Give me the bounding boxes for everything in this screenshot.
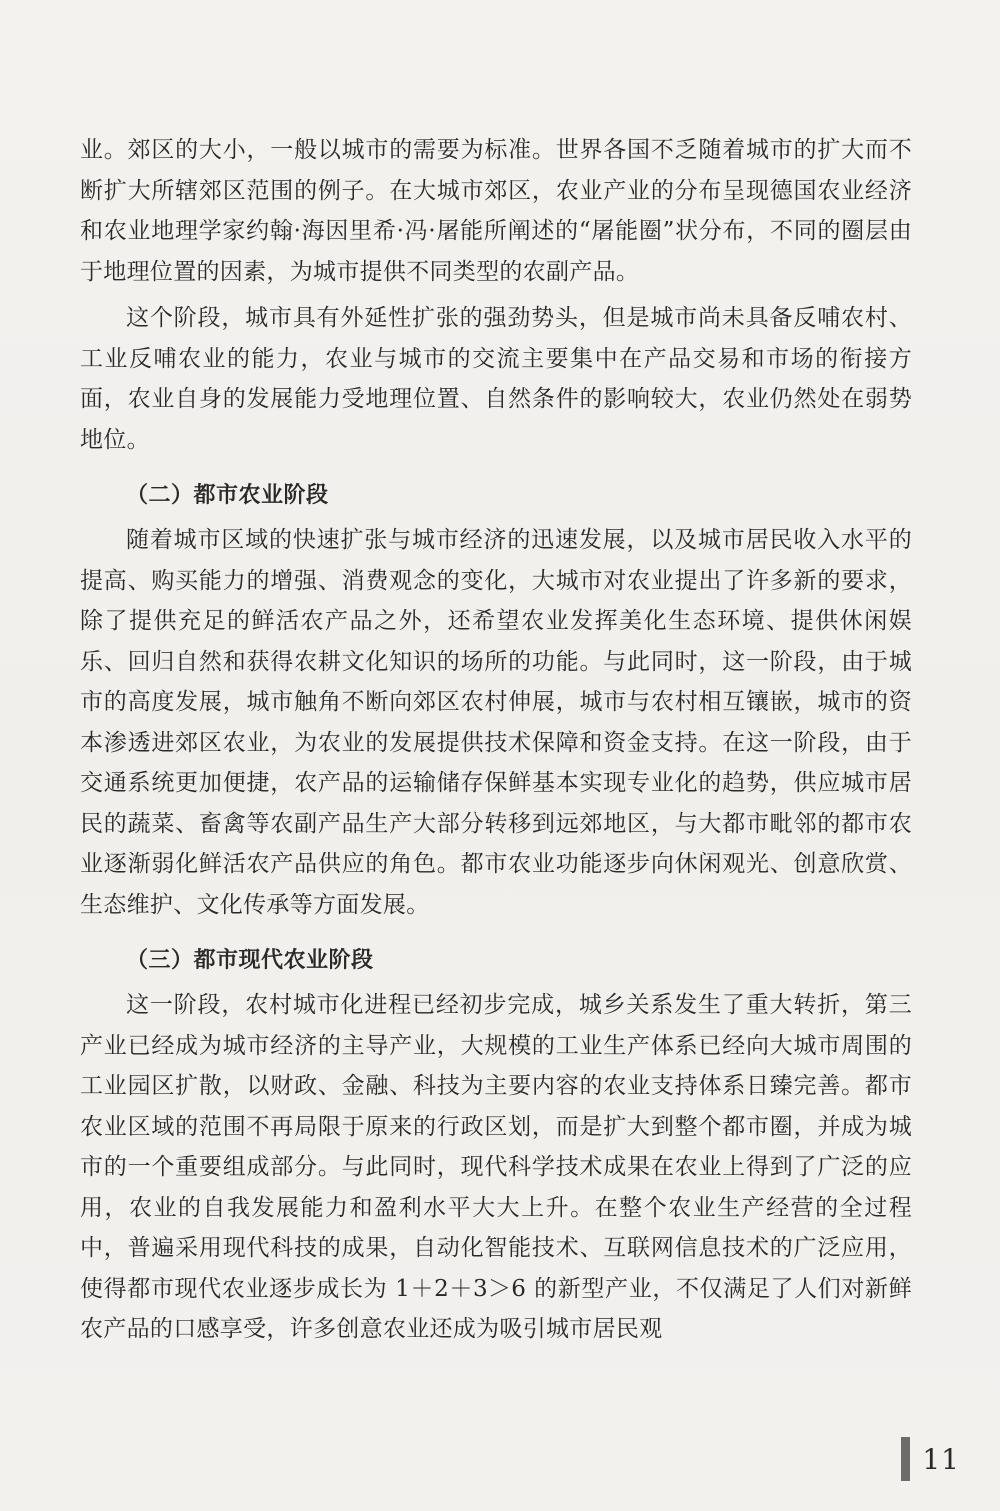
section-heading-urban-agriculture: （二）都市农业阶段 (126, 482, 329, 508)
paragraph-urban-agriculture: 随着城市区域的快速扩张与城市经济的迅速发展，以及城市居民收入水平的提高、购买能力的增强、消费观念的变化，大城市对农业提出了许多新的要求，除了提供充足的鲜活农产品之外，还希望农业发挥美化生态环境、提供休闲娱乐、回归自然和获得农耕文化知识的场所的功能。与此同时，这一阶段，由于城市的高度发展，城市触角不断向郊区农村伸展，城市与农村相互镶嵌，城市的资本渗透进郊区农业，为农业的发展提供技术保障和资金支持。在这一阶段，由于交通系统更加便捷，农产品的运输储存保鲜基本实现专业化的趋势，供应城市居民的蔬菜、畜禽等农副产品生产大部分转移到远郊地区，与大都市毗邻的都市农业逐渐弱化鲜活农产品供应的角色。都市农业功能逐步向休闲观光、创意欣赏、生态维护、文化传承等方面发展。 (80, 527, 912, 918)
paragraph-stage-summary: 这个阶段，城市具有外延性扩张的强劲势头，但是城市尚未具备反哺农村、工业反哺农业的能力，农业与城市的交流主要集中在产品交易和市场的衔接方面，农业自身的发展能力受地理位置、自然条件的影响较大，农业仍然处在弱势地位。 (80, 305, 912, 453)
paragraph-continuation: 业。郊区的大小，一般以城市的需要为标准。世界各国不乏随着城市的扩大而不断扩大所辖郊区范围的例子。在大城市郊区，农业产业的分布呈现德国农业经济和农业地理学家约翰·海因里希·冯·屠能所阐述的“屠能圈”状分布，不同的圈层由于地理位置的因素，为城市提供不同类型的农副产品。 (80, 137, 912, 285)
paragraph-modern-urban-agriculture: 这一阶段，农村城市化进程已经初步完成，城乡关系发生了重大转折，第三产业已经成为城市经济的主导产业，大规模的工业生产体系已经向大城市周围的工业园区扩散，以财政、金融、科技为主要内容的农业支持体系日臻完善。都市农业区域的范围不再局限于原来的行政区划，而是扩大到整个都市圈，并成为城市的一个重要组成部分。与此同时，现代科学技术成果在农业上得到了广泛的应用，农业的自我发展能力和盈利水平大大上升。在整个农业生产经营的全过程中，普遍采用现代科技的成果，自动化智能技术、互联网信息技术的广泛应用，使得都市现代农业逐步成长为 1＋2＋3＞6 的新型产业，不仅满足了人们对新鲜农产品的口感享受，许多创意农业还成为吸引城市居民观 (80, 992, 912, 1342)
footer-bar-decoration (901, 1437, 910, 1481)
page-number: 11 (922, 1442, 960, 1476)
body-text (80, 130, 912, 1350)
page-footer (901, 1437, 960, 1481)
section-heading-modern-urban-agriculture: （三）都市现代农业阶段 (126, 947, 374, 973)
